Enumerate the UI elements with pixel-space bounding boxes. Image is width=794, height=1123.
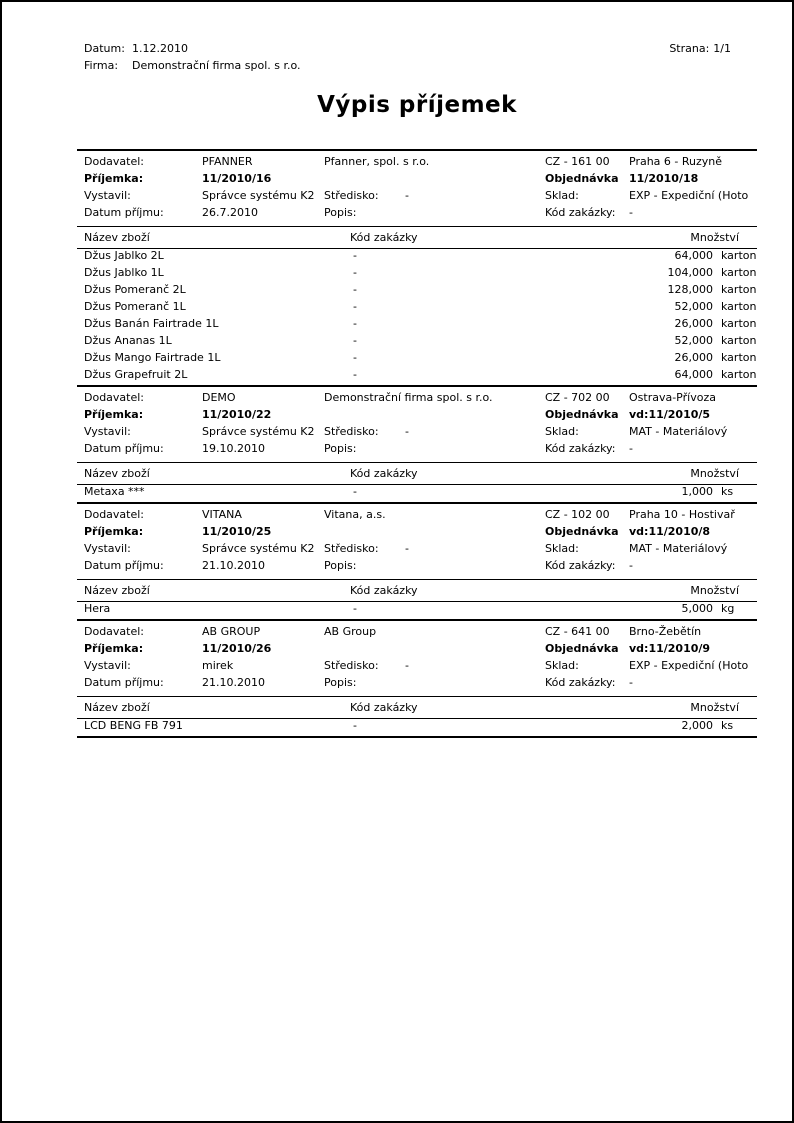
item-name: Džus Banán Fairtrade 1L bbox=[84, 317, 219, 330]
order-label: Objednávka bbox=[545, 408, 619, 421]
item-code: - bbox=[353, 602, 357, 615]
items-table bbox=[77, 485, 757, 502]
order-code-value: - bbox=[629, 559, 633, 572]
supplier-row bbox=[77, 625, 757, 642]
warehouse-label: Sklad: bbox=[545, 659, 579, 672]
column-qty-header: Množství bbox=[690, 467, 739, 480]
order-code-label: Kód zakázky: bbox=[545, 206, 616, 219]
table-row bbox=[77, 602, 757, 619]
column-name-header: Název zboží bbox=[84, 584, 150, 597]
receipt-row bbox=[77, 408, 757, 425]
receipt-date-value: 21.10.2010 bbox=[202, 676, 265, 689]
receipt-label: Příjemka: bbox=[84, 642, 144, 655]
item-quantity: 5,000 bbox=[681, 602, 713, 615]
item-code: - bbox=[353, 351, 357, 364]
page-number-value: 1/1 bbox=[713, 42, 731, 55]
item-unit: karton bbox=[721, 266, 757, 279]
item-code: - bbox=[353, 334, 357, 347]
receipt-label: Příjemka: bbox=[84, 525, 144, 538]
item-unit: karton bbox=[721, 368, 757, 381]
item-name: Džus Jablko 2L bbox=[84, 249, 164, 262]
receipt-block bbox=[77, 619, 757, 738]
item-unit: karton bbox=[721, 351, 757, 364]
supplier-zip: CZ - 702 00 bbox=[545, 391, 610, 404]
items-table bbox=[77, 249, 757, 385]
receipt-block bbox=[77, 502, 757, 619]
order-code-value: - bbox=[629, 206, 633, 219]
column-code-header: Kód zakázky bbox=[350, 584, 418, 597]
item-name: Džus Pomeranč 1L bbox=[84, 300, 186, 313]
item-name: LCD BENG FB 791 bbox=[84, 719, 183, 732]
report-title: Výpis příjemek bbox=[317, 92, 517, 118]
cost-centre-label: Středisko: bbox=[324, 659, 379, 672]
item-code: - bbox=[353, 719, 357, 732]
table-row bbox=[77, 351, 757, 368]
item-unit: karton bbox=[721, 334, 757, 347]
issued-by-label: Vystavil: bbox=[84, 542, 131, 555]
table-row bbox=[77, 719, 757, 736]
items-table bbox=[77, 602, 757, 619]
issued-by-label: Vystavil: bbox=[84, 425, 131, 438]
item-code: - bbox=[353, 249, 357, 262]
column-code-header: Kód zakázky bbox=[350, 467, 418, 480]
item-quantity: 52,000 bbox=[674, 300, 713, 313]
column-qty-header: Množství bbox=[690, 584, 739, 597]
item-name: Metaxa *** bbox=[84, 485, 145, 498]
items-table-header bbox=[77, 580, 757, 602]
item-name: Džus Grapefruit 2L bbox=[84, 368, 188, 381]
supplier-label: Dodavatel: bbox=[84, 508, 145, 521]
supplier-zip: CZ - 161 00 bbox=[545, 155, 610, 168]
description-label: Popis: bbox=[324, 676, 357, 689]
cost-centre-value: - bbox=[405, 542, 409, 555]
items-table bbox=[77, 719, 757, 736]
item-name: Hera bbox=[84, 602, 111, 615]
cost-centre-label: Středisko: bbox=[324, 425, 379, 438]
item-code: - bbox=[353, 317, 357, 330]
cost-centre-value: - bbox=[405, 425, 409, 438]
receipt-row bbox=[77, 642, 757, 659]
column-qty-header: Množství bbox=[690, 231, 739, 244]
supplier-name: Pfanner, spol. s r.o. bbox=[324, 155, 430, 168]
date-row bbox=[77, 206, 757, 223]
items-table-header bbox=[77, 463, 757, 485]
description-label: Popis: bbox=[324, 206, 357, 219]
receipt-date-label: Datum příjmu: bbox=[84, 676, 164, 689]
receipt-date-label: Datum příjmu: bbox=[84, 442, 164, 455]
receipt-header bbox=[77, 387, 757, 463]
item-quantity: 128,000 bbox=[667, 283, 713, 296]
receipt-header bbox=[77, 621, 757, 697]
table-row bbox=[77, 317, 757, 334]
date-row bbox=[77, 442, 757, 459]
item-quantity: 26,000 bbox=[674, 317, 713, 330]
cost-centre-label: Středisko: bbox=[324, 542, 379, 555]
receipt-date-value: 26.7.2010 bbox=[202, 206, 258, 219]
item-name: Džus Ananas 1L bbox=[84, 334, 172, 347]
supplier-label: Dodavatel: bbox=[84, 625, 145, 638]
receipt-block bbox=[77, 385, 757, 502]
supplier-city: Praha 6 - Ruzyně bbox=[629, 155, 723, 168]
receipt-label: Příjemka: bbox=[84, 172, 144, 185]
receipt-date-value: 21.10.2010 bbox=[202, 559, 265, 572]
item-quantity: 64,000 bbox=[674, 368, 713, 381]
supplier-row bbox=[77, 155, 757, 172]
warehouse-value: MAT - Materiálový bbox=[629, 425, 728, 438]
receipt-number: 11/2010/25 bbox=[202, 525, 272, 538]
item-quantity: 64,000 bbox=[674, 249, 713, 262]
item-unit: karton bbox=[721, 300, 757, 313]
order-code-label: Kód zakázky: bbox=[545, 442, 616, 455]
supplier-city: Ostrava-Přívoza bbox=[629, 391, 716, 404]
date-value: 1.12.2010 bbox=[132, 42, 188, 55]
firm-value: Demonstrační firma spol. s r.o. bbox=[132, 59, 301, 72]
issuer-row bbox=[77, 189, 757, 206]
cost-centre-value: - bbox=[405, 659, 409, 672]
description-label: Popis: bbox=[324, 559, 357, 572]
supplier-code: VITANA bbox=[202, 508, 242, 521]
warehouse-value: MAT - Materiálový bbox=[629, 542, 728, 555]
issuer-row bbox=[77, 425, 757, 442]
supplier-zip: CZ - 102 00 bbox=[545, 508, 610, 521]
table-row bbox=[77, 368, 757, 385]
supplier-city: Brno-Žebětín bbox=[629, 625, 702, 638]
table-row bbox=[77, 266, 757, 283]
supplier-zip: CZ - 641 00 bbox=[545, 625, 610, 638]
firm-label: Firma: bbox=[84, 59, 119, 72]
issued-by-label: Vystavil: bbox=[84, 659, 131, 672]
receipt-row bbox=[77, 525, 757, 542]
supplier-label: Dodavatel: bbox=[84, 391, 145, 404]
cost-centre-label: Středisko: bbox=[324, 189, 379, 202]
report-content bbox=[77, 149, 757, 738]
receipt-block bbox=[77, 149, 757, 385]
receipt-number: 11/2010/16 bbox=[202, 172, 272, 185]
item-unit: ks bbox=[721, 719, 734, 732]
supplier-name: AB Group bbox=[324, 625, 377, 638]
item-code: - bbox=[353, 485, 357, 498]
items-table-header bbox=[77, 227, 757, 249]
issued-by-value: Správce systému K2 bbox=[202, 189, 315, 202]
receipt-label: Příjemka: bbox=[84, 408, 144, 421]
order-label: Objednávka bbox=[545, 172, 619, 185]
receipt-number: 11/2010/22 bbox=[202, 408, 272, 421]
receipt-header bbox=[77, 504, 757, 580]
receipt-date-label: Datum příjmu: bbox=[84, 206, 164, 219]
order-code-label: Kód zakázky: bbox=[545, 559, 616, 572]
supplier-row bbox=[77, 508, 757, 525]
item-name: Džus Jablko 1L bbox=[84, 266, 164, 279]
table-row bbox=[77, 485, 757, 502]
column-name-header: Název zboží bbox=[84, 231, 150, 244]
table-row bbox=[77, 334, 757, 351]
item-name: Džus Mango Fairtrade 1L bbox=[84, 351, 221, 364]
items-table-header bbox=[77, 697, 757, 719]
cost-centre-value: - bbox=[405, 189, 409, 202]
item-quantity: 1,000 bbox=[681, 485, 713, 498]
date-row bbox=[77, 559, 757, 576]
order-code-value: - bbox=[629, 676, 633, 689]
issuer-row bbox=[77, 659, 757, 676]
order-code-label: Kód zakázky: bbox=[545, 676, 616, 689]
order-code-value: - bbox=[629, 442, 633, 455]
item-unit: karton bbox=[721, 249, 757, 262]
item-unit: ks bbox=[721, 485, 734, 498]
item-code: - bbox=[353, 283, 357, 296]
receipt-row bbox=[77, 172, 757, 189]
order-label: Objednávka bbox=[545, 525, 619, 538]
item-quantity: 104,000 bbox=[667, 266, 713, 279]
receipt-date-value: 19.10.2010 bbox=[202, 442, 265, 455]
warehouse-value: EXP - Expediční (Hoto bbox=[629, 189, 749, 202]
issuer-row bbox=[77, 542, 757, 559]
column-qty-header: Množství bbox=[690, 701, 739, 714]
supplier-code: AB GROUP bbox=[202, 625, 261, 638]
table-row bbox=[77, 249, 757, 266]
item-quantity: 52,000 bbox=[674, 334, 713, 347]
warehouse-label: Sklad: bbox=[545, 542, 579, 555]
order-number: vd:11/2010/8 bbox=[629, 525, 711, 538]
issued-by-value: Správce systému K2 bbox=[202, 425, 315, 438]
warehouse-value: EXP - Expediční (Hoto bbox=[629, 659, 749, 672]
item-unit: kg bbox=[721, 602, 735, 615]
item-quantity: 26,000 bbox=[674, 351, 713, 364]
description-label: Popis: bbox=[324, 442, 357, 455]
supplier-code: PFANNER bbox=[202, 155, 253, 168]
item-name: Džus Pomeranč 2L bbox=[84, 283, 186, 296]
receipt-header bbox=[77, 151, 757, 227]
receipt-date-label: Datum příjmu: bbox=[84, 559, 164, 572]
supplier-city: Praha 10 - Hostivař bbox=[629, 508, 735, 521]
supplier-label: Dodavatel: bbox=[84, 155, 145, 168]
date-row bbox=[77, 676, 757, 693]
order-number: vd:11/2010/9 bbox=[629, 642, 711, 655]
supplier-code: DEMO bbox=[202, 391, 236, 404]
page-number-label: Strana: bbox=[669, 42, 710, 55]
warehouse-label: Sklad: bbox=[545, 425, 579, 438]
date-label: Datum: bbox=[84, 42, 125, 55]
receipt-number: 11/2010/26 bbox=[202, 642, 272, 655]
item-code: - bbox=[353, 368, 357, 381]
issued-by-label: Vystavil: bbox=[84, 189, 131, 202]
item-code: - bbox=[353, 266, 357, 279]
column-name-header: Název zboží bbox=[84, 467, 150, 480]
order-label: Objednávka bbox=[545, 642, 619, 655]
item-code: - bbox=[353, 300, 357, 313]
page-number bbox=[665, 42, 731, 55]
issued-by-value: mirek bbox=[202, 659, 234, 672]
supplier-name: Demonstrační firma spol. s r.o. bbox=[324, 391, 493, 404]
column-code-header: Kód zakázky bbox=[350, 231, 418, 244]
item-unit: karton bbox=[721, 283, 757, 296]
warehouse-label: Sklad: bbox=[545, 189, 579, 202]
supplier-row bbox=[77, 391, 757, 408]
issued-by-value: Správce systému K2 bbox=[202, 542, 315, 555]
item-unit: karton bbox=[721, 317, 757, 330]
table-row bbox=[77, 283, 757, 300]
order-number: 11/2010/18 bbox=[629, 172, 699, 185]
supplier-name: Vitana, a.s. bbox=[324, 508, 386, 521]
item-quantity: 2,000 bbox=[681, 719, 713, 732]
order-number: vd:11/2010/5 bbox=[629, 408, 711, 421]
table-row bbox=[77, 300, 757, 317]
column-name-header: Název zboží bbox=[84, 701, 150, 714]
column-code-header: Kód zakázky bbox=[350, 701, 418, 714]
